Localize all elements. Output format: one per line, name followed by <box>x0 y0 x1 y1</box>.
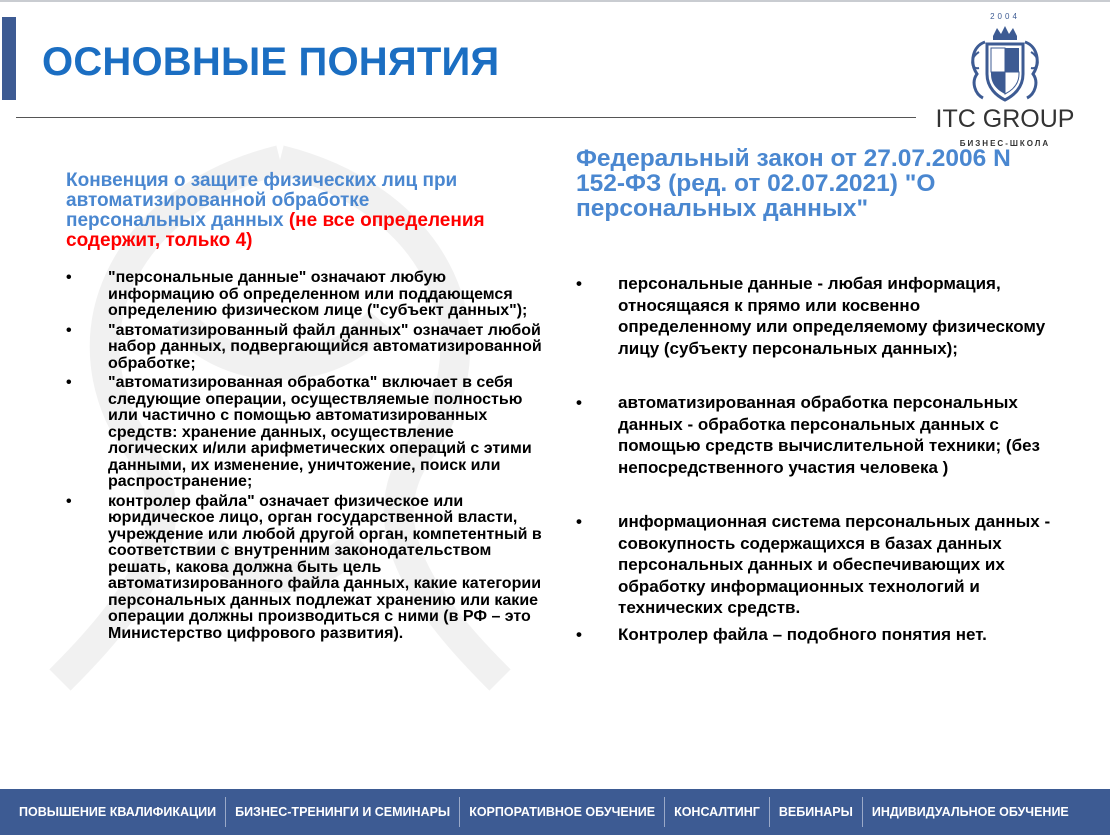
logo-name: ITC GROUP <box>935 105 1075 133</box>
title-accent-bar <box>2 17 16 100</box>
footer-nav <box>0 789 1110 835</box>
bullet-icon: • <box>66 374 72 391</box>
footer-link-webinars[interactable]: ВЕБИНАРЫ <box>778 805 853 819</box>
bullet-icon: • <box>66 492 72 510</box>
bullet-icon: • <box>66 321 72 339</box>
footer-link-trainings[interactable]: БИЗНЕС-ТРЕНИНГИ И СЕМИНАРЫ <box>235 805 451 819</box>
footer-link-individual[interactable]: ИНДИВИДУАЛЬНОЕ ОБУЧЕНИЕ <box>871 805 1069 819</box>
list-item <box>66 270 546 320</box>
list-item <box>66 494 546 643</box>
list-item-text: информационная система персональных данных - совокупность содержащихся в базах данных персональных данных и обеспечивающих их обработку информационных технологий и технических средств. <box>618 512 1051 617</box>
list-item <box>576 624 1056 646</box>
convention-heading-note: (не все определения содержит, только 4) <box>66 210 485 251</box>
federal-law-heading: Федеральный закон от 27.07.2006 N 152-ФЗ (ред. от 02.07.2021) "О персональных данных" <box>576 145 1011 222</box>
bullet-icon: • <box>66 269 72 286</box>
logo-subtitle: БИЗНЕС-ШКОЛА <box>959 139 1051 148</box>
bullet-icon: • <box>576 274 582 293</box>
list-item <box>66 323 546 373</box>
footer-link-qualification[interactable]: ПОВЫШЕНИЕ КВАЛИФИКАЦИИ <box>19 805 217 819</box>
list-item-text: "персональные данные" означают любую информацию об определенном или поддающемся определению физическом лице ("субъект данных"); <box>108 269 528 319</box>
list-item <box>576 392 1056 478</box>
bullet-icon: • <box>576 624 582 644</box>
convention-definitions-list <box>66 270 546 645</box>
company-logo <box>920 8 1090 153</box>
list-item-text: "автоматизированный файл данных" означает любой набор данных, подвергающийся автоматизированной обработке; <box>108 321 542 372</box>
federal-law-definitions-list <box>576 273 1056 645</box>
top-border <box>0 0 1110 2</box>
list-item-text: Контролер файла – подобного понятия нет. <box>618 624 987 644</box>
footer-link-consulting[interactable]: КОНСАЛТИНГ <box>674 805 760 819</box>
list-item <box>66 375 546 491</box>
list-item-text: "автоматизированная обработка" включает в себя следующие операции, осуществляемые полностью или частично с помощью автоматизированных средств: хранение данных, осуществление логических и/или арифметических операций с этими данными, их изменение, уничтожение, поиск или распространение; <box>108 374 532 490</box>
header-divider <box>16 117 916 118</box>
bullet-icon: • <box>576 512 582 531</box>
list-item <box>576 511 1056 619</box>
page-title: ОСНОВНЫЕ ПОНЯТИЯ <box>42 40 500 84</box>
logo-year: 2004 <box>990 12 1020 21</box>
bullet-icon: • <box>576 393 582 412</box>
list-item-text: автоматизированная обработка персональных данных - обработка персональных данных с помощью средств вычислительной техники; (без непосредственного участия человека ) <box>618 393 1041 477</box>
coat-of-arms-icon <box>965 22 1045 112</box>
list-item-text: персональные данные - любая информация, относящаяся к прямо или косвенно определенному или определяемому физическому лицу (субъекту персональных данных); <box>618 274 1046 358</box>
convention-heading-title: Конвенция о защите физических лиц при автоматизированной обработке персональных данных <box>66 170 458 231</box>
list-item <box>576 273 1056 359</box>
list-item-text: контролер файла" означает физическое или юридическое лицо, орган государственной власти, учреждение или любой другой орган, компетентный в соответствии с внутренним законодательством решать, какова должна быть цель автоматизированного файла данных, какие категории персональных данных подлежат хранению или какие операции должны производиться с ними (в РФ – это Министерство цифрового развития). <box>108 492 542 642</box>
convention-heading <box>66 171 506 251</box>
footer-link-corporate[interactable]: КОРПОРАТИВНОЕ ОБУЧЕНИЕ <box>469 805 656 819</box>
